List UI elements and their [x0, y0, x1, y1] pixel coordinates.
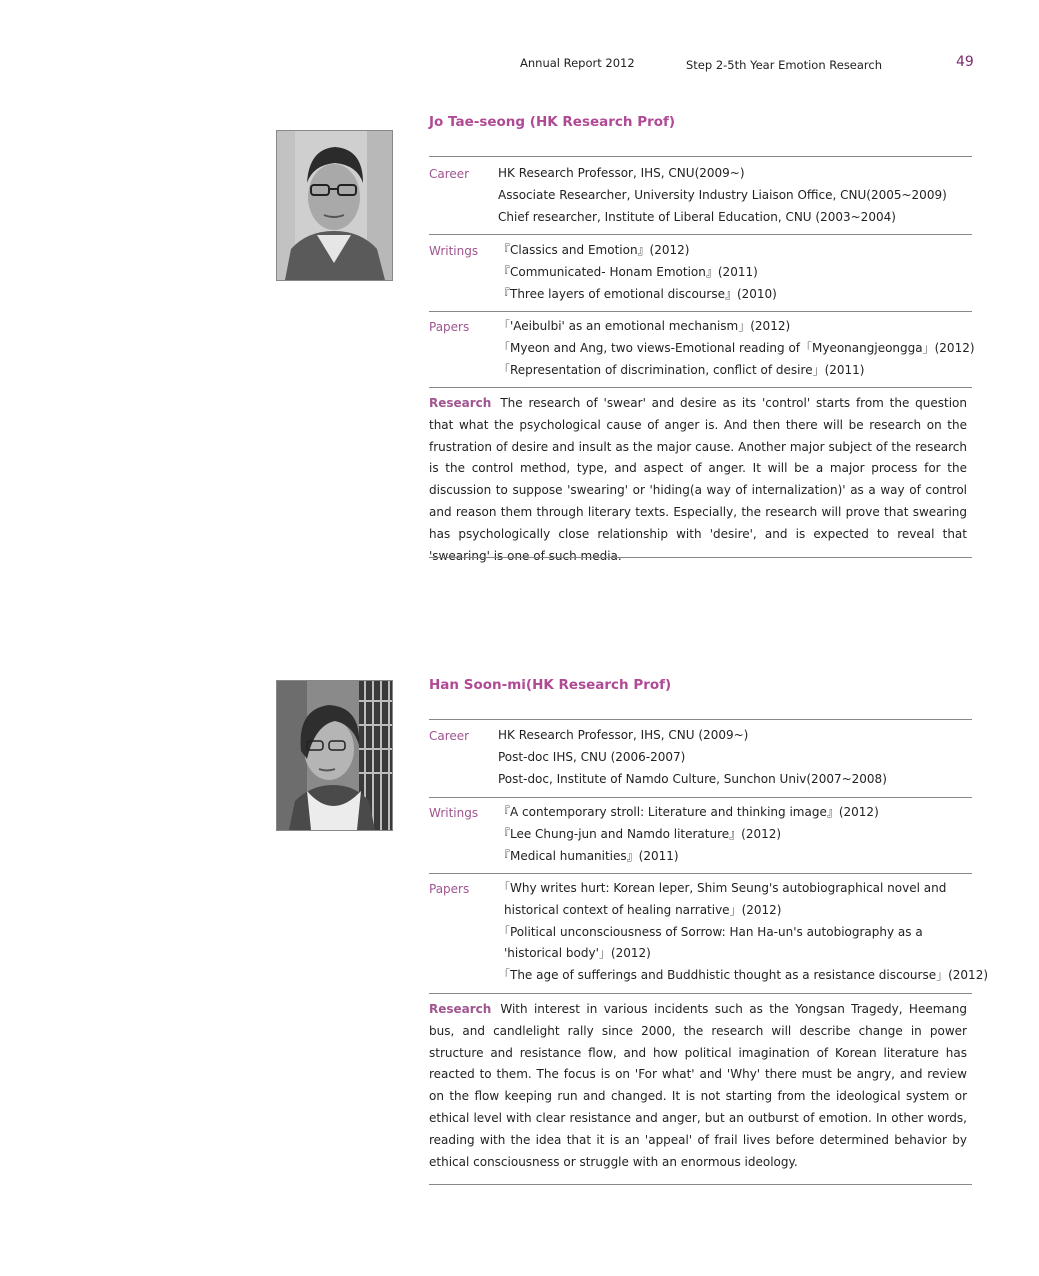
paper-item: 「Political unconsciousness of Sorrow: Han Ha-un's autobiography as a [498, 924, 923, 939]
research-text: The research of 'swear' and desire as its 'control' starts from the question that what the psychological cause of anger is. And then there will be research on the frustration of desire and insult as the major cause. Another major subject of the research is the control method, type, and aspect of anger. It will be a major process for the discussion to suppose 'swearing' or 'hiding(a way of internalization)' as a way of control and reason them through literary texts. Especially, the research will prove that swearing has psychologically close relationship with 'desire', and is expected to reveal that 'swearing' is one of such media. [429, 396, 967, 563]
research-label: Research [429, 1002, 492, 1016]
career-item: Chief researcher, Institute of Liberal Education, CNU (2003~2004) [498, 209, 896, 224]
career-list [498, 163, 947, 228]
paper-item: 「Myeon and Ang, two views-Emotional reading of「Myeonangjeongga」(2012) [498, 340, 975, 355]
writing-item: 『Medical humanities』(2011) [498, 848, 679, 863]
profile-photo-jo [276, 130, 393, 281]
research-paragraph-han [429, 999, 967, 1173]
profile-name-jo: Jo Tae-seong (HK Research Prof) [429, 114, 676, 130]
profile-photo-han [276, 680, 393, 831]
paper-item: 「Why writes hurt: Korean leper, Shim Seung's autobiographical novel and [498, 881, 947, 895]
section-title: Step 2-5th Year Emotion Research [686, 58, 883, 72]
career-item: Post-doc IHS, CNU (2006-2007) [498, 749, 686, 764]
divider [429, 1184, 972, 1185]
divider [429, 719, 972, 720]
divider [429, 557, 972, 558]
report-title: Annual Report 2012 [520, 56, 635, 70]
portrait-han-image [277, 681, 392, 830]
divider [429, 311, 972, 312]
career-label: Career [429, 729, 470, 743]
page-number: 49 [956, 54, 974, 70]
portrait-jo-image [277, 131, 392, 280]
writing-item: 『Three layers of emotional discourse』(2010) [498, 286, 777, 301]
writing-item: 『Lee Chung-jun and Namdo literature』(2012) [498, 826, 782, 841]
writing-item: 『Classics and Emotion』(2012) [498, 243, 690, 257]
papers-list [498, 878, 988, 987]
research-text: With interest in various incidents such as the Yongsan Tragedy, Heemang bus, and candlelight rally since 2000, the research will describe change in power structure and resistance flow, and how political imagination of Korean literature has reacted to them. The focus is on 'For what' and 'Why' there must be angry, and review on the flow keeping run and changed. It is not starting from the ideological system or ethical level with clear resistance and anger, but an outburst of emotion. In other words, reading with the idea that it is an 'appeal' of frail lives before determined behavior by ethical consciousness or struggle with an enormous ideology. [429, 1002, 967, 1169]
career-label: Career [429, 167, 470, 181]
writings-label: Writings [429, 806, 479, 820]
paper-item: 「The age of sufferings and Buddhistic thought as a resistance discourse」(2012) [498, 968, 989, 983]
divider [429, 993, 972, 994]
papers-list [498, 316, 975, 381]
paper-item: 「'Aeibulbi' as an emotional mechanism」(2012) [498, 319, 791, 333]
divider [429, 797, 972, 798]
career-item: Post-doc, Institute of Namdo Culture, Sunchon Univ(2007~2008) [498, 771, 887, 786]
paper-item-continued: 'historical body'」(2012) [504, 946, 651, 961]
career-item: HK Research Professor, IHS, CNU(2009~) [498, 166, 745, 180]
divider [429, 234, 972, 235]
writings-list [498, 802, 879, 867]
research-label: Research [429, 396, 492, 410]
writing-item: 『Communicated- Honam Emotion』(2011) [498, 264, 758, 279]
writings-list [498, 240, 777, 305]
paper-item-continued: historical context of healing narrative」(2012) [504, 902, 782, 917]
paper-item: 「Representation of discrimination, conflict of desire」(2011) [498, 362, 865, 377]
profile-name-han: Han Soon-mi(HK Research Prof) [429, 677, 672, 693]
divider [429, 156, 972, 157]
divider [429, 873, 972, 874]
writing-item: 『A contemporary stroll: Literature and thinking image』(2012) [498, 805, 879, 819]
research-paragraph-jo [429, 393, 967, 567]
career-item: HK Research Professor, IHS, CNU (2009~) [498, 728, 749, 742]
writings-label: Writings [429, 244, 479, 258]
papers-label: Papers [429, 320, 470, 334]
career-item: Associate Researcher, University Industry Liaison Office, CNU(2005~2009) [498, 187, 947, 202]
divider [429, 387, 972, 388]
career-list [498, 725, 887, 790]
papers-label: Papers [429, 882, 470, 896]
